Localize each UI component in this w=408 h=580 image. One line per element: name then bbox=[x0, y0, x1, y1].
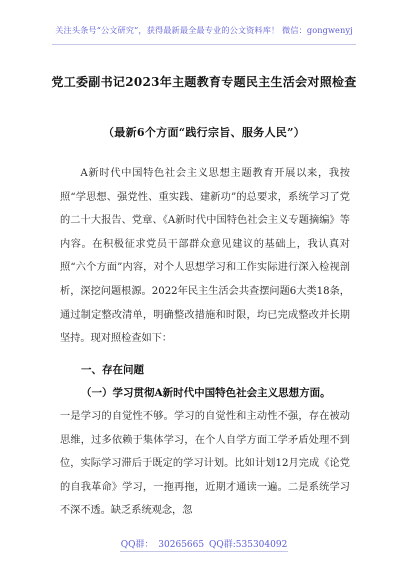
footer-contact: QQ群： 30265665 QQ群:535304092 bbox=[120, 540, 288, 550]
body-paragraph: 一是学习的自觉性不够。学习的自觉性和主动性不强，存在被动思维，过多依赖于集体学习，在个人自学方面工学矛盾处理不到位，实际学习滞后于既定的学习计划。比如计划12月完成《论党的自我革命》学习，一拖再拖，近期才通读一遍。二是系统学习不深不透。缺乏系统观念，忽 bbox=[60, 411, 350, 517]
section-heading: 一、存在问题 bbox=[81, 364, 144, 376]
document-title: 党工委副书记2023年主题教育专题民主生活会对照检查 bbox=[51, 75, 357, 89]
header-notice: 关注头条号“公文研究”，获得最新最全最专业的公文资料库！ 微信：gongwenyj bbox=[55, 25, 353, 35]
footer-divider bbox=[120, 551, 288, 552]
subsection-heading: （一）学习贯彻A新时代中国特色社会主义思想方面。 bbox=[81, 387, 331, 399]
document-subtitle: （最新6个方面“践行宗旨、服务人民”） bbox=[102, 126, 305, 139]
header-divider bbox=[52, 44, 356, 45]
intro-paragraph: A新时代中国特色社会主义思想主题教育开展以来，我按照“学思想、强党性、重实践、建新功”的总要求，系统学习了党的二十大报告、党章、《A新时代中国特色社会主义专题摘编》等内容。在积极征求党员干部群众意见建议的基础上，我认真对照“六个方面”内容，对个人思想学习和工作实际进行深入检视剖析，深挖问题根源。2022年民主生活会共查摆问题6大类18条，通过制定整改清单，明确整改措施和时限，均已完成整改并长期坚持。现对照检查如下： bbox=[60, 168, 350, 345]
